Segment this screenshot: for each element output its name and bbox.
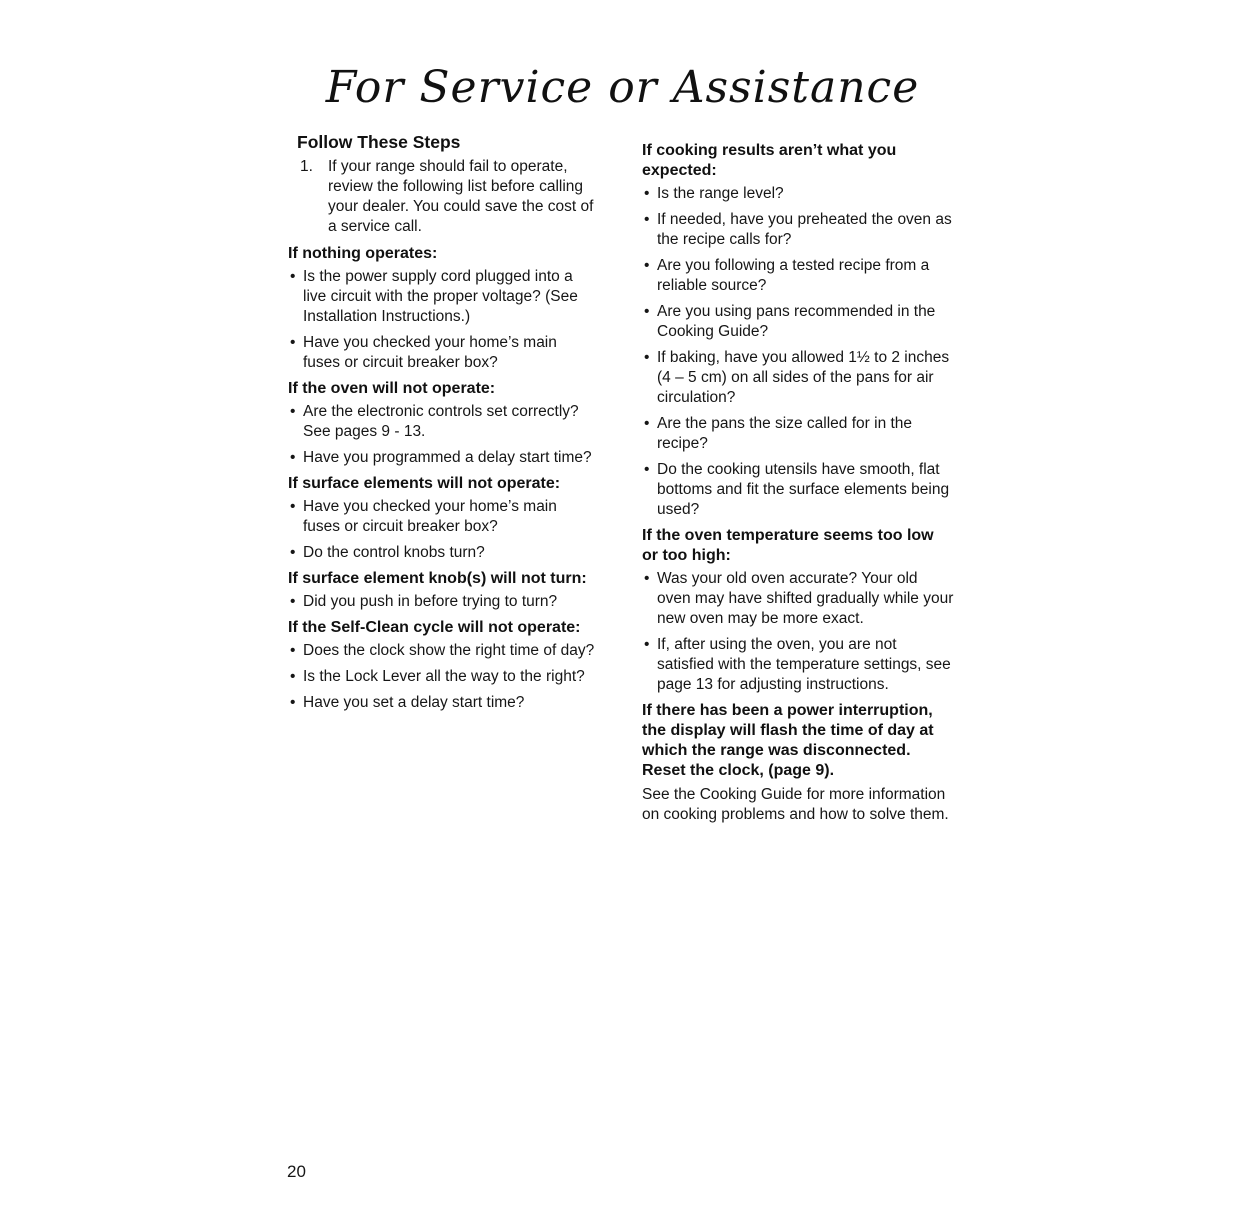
list-item: [642, 184, 954, 204]
list-item: [288, 543, 596, 563]
section-self-clean: [288, 618, 596, 713]
item-text: Do the cooking utensils have smooth, flat bottoms and fit the surface elements being used?: [657, 461, 950, 518]
list-item: [642, 460, 954, 520]
item-text: Is the Lock Lever all the way to the right?: [303, 668, 585, 685]
steps-heading: Follow These Steps: [297, 132, 461, 152]
item-text: Did you push in before trying to turn?: [303, 593, 558, 610]
bullet-icon: •: [644, 461, 650, 478]
item-text: If needed, have you preheated the oven as the recipe calls for?: [657, 211, 952, 248]
item-text: Have you set a delay start time?: [303, 694, 525, 711]
left-column: [288, 132, 596, 719]
bullet-icon: •: [644, 415, 650, 432]
bullet-icon: •: [290, 694, 296, 711]
bullet-icon: •: [290, 403, 296, 420]
step-number: 1.: [300, 158, 313, 175]
bullet-icon: •: [290, 449, 296, 466]
list-item: [642, 414, 954, 454]
bullet-icon: •: [644, 257, 650, 274]
list-item: [288, 592, 596, 612]
item-text: Is the range level?: [657, 185, 784, 202]
item-text: Are you using pans recommended in the Cooking Guide?: [657, 303, 936, 340]
bullet-icon: •: [290, 544, 296, 561]
list-item: [288, 267, 596, 327]
item-text: Are you following a tested recipe from a reliable source?: [657, 257, 930, 294]
list-item: [642, 210, 954, 250]
bullet-icon: •: [290, 668, 296, 685]
item-text: Have you checked your home’s main fuses or circuit breaker box?: [303, 334, 557, 371]
section-heading: If nothing operates:: [288, 245, 438, 262]
section-heading: If the oven temperature seems too low or too high:: [642, 527, 934, 564]
bullet-icon: •: [644, 185, 650, 202]
bullet-icon: •: [290, 268, 296, 285]
item-text: Do the control knobs turn?: [303, 544, 485, 561]
section-nothing-operates: [288, 244, 596, 373]
power-interruption-heading: If there has been a power interruption, the display will flash the time of day at which the range was disconnected. Reset the clock, (page 9).: [642, 702, 934, 779]
bullet-icon: •: [644, 303, 650, 320]
list-item: [642, 348, 954, 408]
list-item: [642, 635, 954, 695]
section-heading: If the oven will not operate:: [288, 380, 496, 397]
list-item: [288, 497, 596, 537]
list-item: [288, 641, 596, 661]
section-heading: If cooking results aren’t what you expected:: [642, 142, 897, 179]
section-heading: If the Self-Clean cycle will not operate:: [288, 619, 581, 636]
item-text: Are the electronic controls set correctly? See pages 9 - 13.: [303, 403, 579, 440]
item-text: Was your old oven accurate? Your old oven may have shifted gradually while your new oven may be more exact.: [657, 570, 954, 627]
section-oven-temperature: [642, 526, 954, 695]
section-surface-elements: [288, 474, 596, 563]
item-text: Is the power supply cord plugged into a live circuit with the proper voltage? (See Installation Instructions.): [303, 268, 578, 325]
bullet-icon: •: [290, 498, 296, 515]
item-text: Have you programmed a delay start time?: [303, 449, 592, 466]
bullet-icon: •: [290, 593, 296, 610]
list-item: [288, 402, 596, 442]
right-column: [642, 132, 954, 825]
section-heading: If surface elements will not operate:: [288, 475, 561, 492]
page-title: For Service or Assistance: [325, 62, 920, 113]
list-item: [288, 693, 596, 713]
item-text: If baking, have you allowed 1½ to 2 inches (4 – 5 cm) on all sides of the pans for air circulation?: [657, 349, 950, 406]
page-number: 20: [287, 1162, 306, 1181]
item-text: Have you checked your home’s main fuses or circuit breaker box?: [303, 498, 557, 535]
step-1: [298, 157, 596, 237]
item-text: Are the pans the size called for in the recipe?: [657, 415, 913, 452]
list-item: [288, 667, 596, 687]
list-item: [642, 569, 954, 629]
section-oven-not-operate: [288, 379, 596, 468]
bullet-icon: •: [290, 334, 296, 351]
bullet-icon: •: [290, 642, 296, 659]
section-heading: If surface element knob(s) will not turn:: [288, 570, 587, 587]
list-item: [288, 333, 596, 373]
list-item: [642, 302, 954, 342]
list-item: [642, 256, 954, 296]
section-cooking-results: [642, 141, 954, 520]
closing-text: See the Cooking Guide for more information on cooking problems and how to solve them.: [642, 786, 949, 823]
item-text: If, after using the oven, you are not satisfied with the temperature settings, see page 13 for adjusting instructions.: [657, 636, 951, 693]
section-knobs-not-turn: [288, 569, 596, 612]
bullet-icon: •: [644, 570, 650, 587]
list-item: [288, 448, 596, 468]
bullet-icon: •: [644, 349, 650, 366]
bullet-icon: •: [644, 636, 650, 653]
bullet-icon: •: [644, 211, 650, 228]
step-text: If your range should fail to operate, review the following list before calling your dealer. You could save the cost of a service call.: [328, 158, 594, 235]
item-text: Does the clock show the right time of day?: [303, 642, 595, 659]
